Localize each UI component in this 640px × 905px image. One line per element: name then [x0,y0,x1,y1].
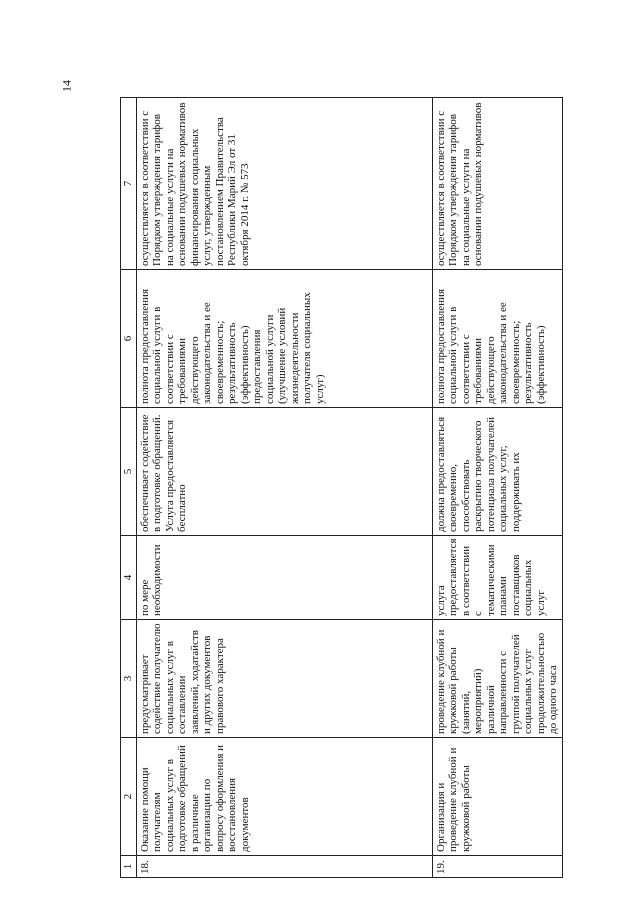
service-description: проведение клубной и кружковой работы (занятий, мероприятий) различной направленности с группой получателей социальных услуг продолжительностью до одного часа [432,620,562,738]
service-timing: услуга предоставляется в соответствии с тематическими планами поставщиков социальных услуг [432,536,562,620]
header-col-2: 2 [121,738,137,856]
service-timing: по мере необходимости [136,536,432,620]
service-description: предусматривает содействие получателю социальных услуг в составлении заявлений, ходатайств и других документов правового характера [136,620,432,738]
header-col-5: 5 [121,408,137,536]
service-conditions: осуществляется в соответствии с Порядком утверждения тарифов на социальные услуги на основании подушевых нормативов финансирования социальных услуг, утвержденным постановлением Правительства Республики Марий Эл от 31 октября 2014 г. № 573 [136,98,432,270]
page-number: 14 [59,80,74,92]
service-volume: должна предоставляться своевременно, способствовать раскрытию творческого потенциала получателей социальных услуг, поддерживать их [432,408,562,536]
header-col-6: 6 [121,270,137,408]
services-table [120,97,563,878]
row-number: 19. [432,856,562,878]
service-quality: полнота предоставления социальной услуги в соответствии с требованиями действующего законодательства и ее своевременность; результативность (эффективность) предоставления социальной услуги (улучшение условий жизнедеятельности получателя социальных услуг) [136,270,432,408]
rotated-table-area [120,98,562,878]
service-quality: полнота предоставления социальной услуги в соответствии с требованиями действующего законодательства и ее своевременность; результативность (эффективность) [432,270,562,408]
service-name: Организация и проведение клубной и кружковой работы [432,738,562,856]
service-name: Оказание помощи получателям социальных услуг в подготовке обращений в различные организации по вопросу оформления и восстановления документов [136,738,432,856]
service-volume: обеспечивает содействие в подготовке обращений. Услуга предоставляется бесплатно [136,408,432,536]
row-number: 18. [136,856,432,878]
header-col-1: 1 [121,856,137,878]
header-col-3: 3 [121,620,137,738]
table-row [432,98,562,878]
header-col-7: 7 [121,98,137,270]
table-row [136,98,432,878]
header-col-4: 4 [121,536,137,620]
service-conditions: осуществляется в соответствии с Порядком утверждения тарифов на социальные услуги на основании подушевых нормативов [432,98,562,270]
header-row [121,98,137,878]
